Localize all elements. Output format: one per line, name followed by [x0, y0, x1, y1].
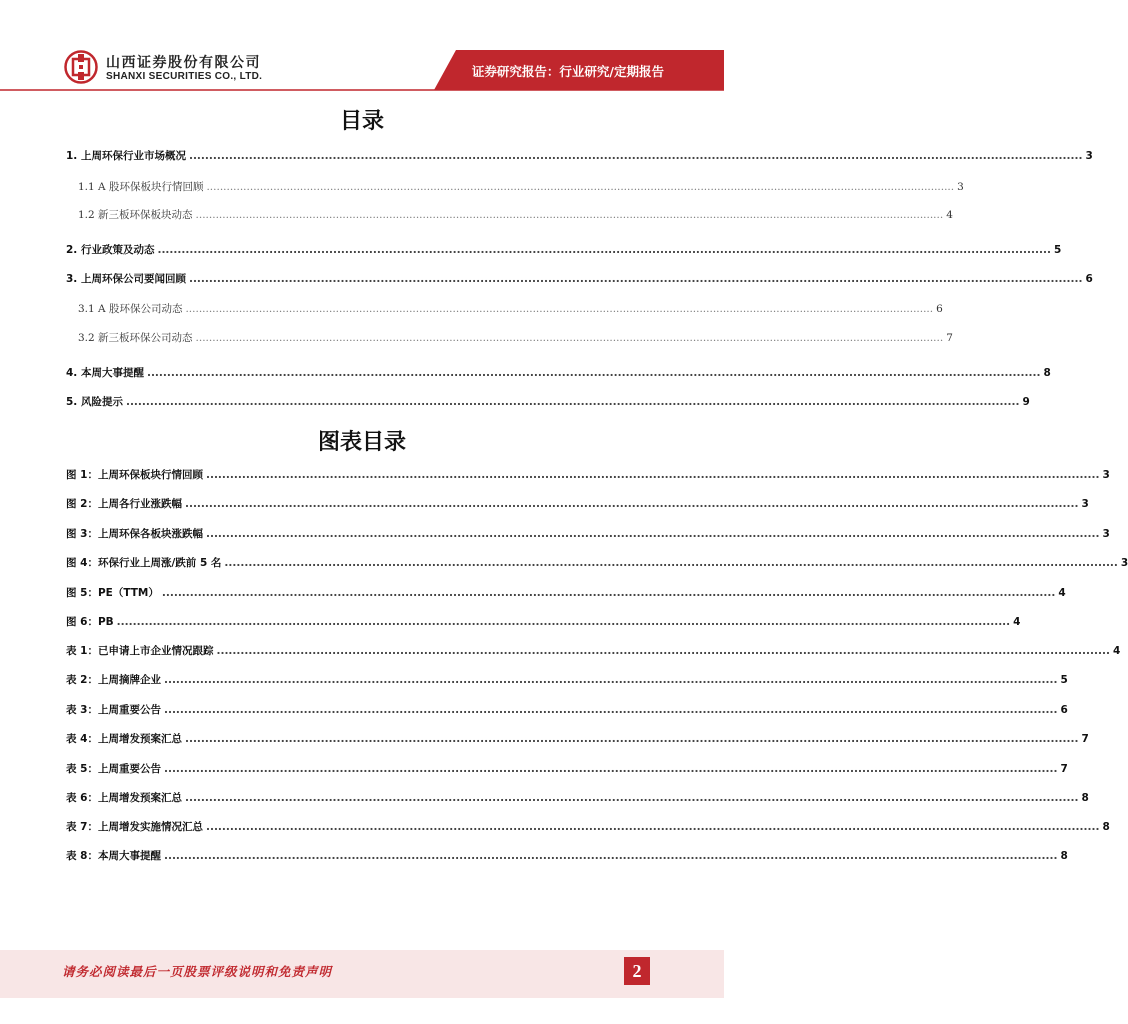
dot-leader: ................................................................................................................................................................................................................................ — [195, 332, 944, 344]
toc-entry-page: 8 — [1043, 367, 1051, 379]
figure-entry-page: 8 — [1060, 850, 1068, 862]
dot-leader: ................................................................................................................................................................................................................................ — [116, 616, 1011, 628]
toc-entry[interactable] — [66, 148, 1093, 164]
shanxi-securities-logo-icon — [64, 50, 98, 84]
figure-entry[interactable] — [66, 496, 1089, 512]
toc-entry[interactable] — [78, 330, 953, 346]
toc-entry-page: 5 — [1053, 244, 1062, 256]
figure-entry[interactable] — [66, 790, 1089, 806]
figure-entry-label: 图 3：上周环保各板块涨跌幅 — [66, 528, 203, 540]
dot-leader: ................................................................................................................................................................................................................................ — [146, 367, 1041, 379]
dot-leader: ................................................................................................................................................................................................................................ — [216, 645, 1110, 657]
dot-leader: ................................................................................................................................................................................................................................ — [188, 273, 1083, 285]
figure-entry[interactable] — [66, 702, 1068, 718]
company-name-cn: 山西证券股份有限公司 — [106, 55, 261, 71]
figure-entry-page: 5 — [1060, 674, 1068, 686]
figure-entry-label: 表 3：上周重要公告 — [66, 704, 161, 716]
figure-entry-label: 图 1：上周环保板块行情回顾 — [66, 469, 203, 481]
toc-entry[interactable] — [66, 365, 1051, 381]
dot-leader: ................................................................................................................................................................................................................................ — [163, 674, 1058, 686]
figure-entry[interactable] — [66, 672, 1068, 688]
figure-entry-page: 6 — [1060, 704, 1068, 716]
figure-entry-page: 3 — [1102, 528, 1110, 540]
figure-entry-page: 8 — [1081, 792, 1089, 804]
dot-leader: ................................................................................................................................................................................................................................ — [163, 763, 1058, 775]
figure-entry-label: 表 1：已申请上市企业情况跟踪 — [66, 645, 214, 657]
figure-entry-label: 表 4：上周增发预案汇总 — [66, 733, 182, 745]
company-name-en: SHANXI SECURITIES CO., LTD. — [106, 71, 263, 82]
figures-title: 图表目录 — [317, 430, 406, 455]
report-type: 证券研究报告：行业研究/定期报告 — [471, 64, 664, 79]
figure-entry-label: 表 6：上周增发预案汇总 — [66, 792, 182, 804]
dot-leader: ................................................................................................................................................................................................................................ — [205, 528, 1100, 540]
figure-entry-page: 7 — [1060, 763, 1068, 775]
toc-entry-label: 2. 行业政策及动态 — [66, 244, 155, 256]
figure-entry-label: 图 6：PB — [66, 616, 114, 628]
figure-entry-label: 图 4：环保行业上周涨/跌前 5 名 — [66, 557, 222, 569]
page-header — [0, 0, 724, 100]
dot-leader: ................................................................................................................................................................................................................................ — [224, 557, 1118, 569]
toc-entry-label: 3. 上周环保公司要闻回顾 — [66, 273, 186, 285]
figure-entry-page: 3 — [1102, 469, 1110, 481]
toc-entry-label: 1.1 A 股环保板块行情回顾 — [78, 181, 204, 193]
figure-entry[interactable] — [66, 761, 1068, 777]
figure-entry-label: 表 7：上周增发实施情况汇总 — [66, 821, 203, 833]
figure-entry-label: 图 2：上周各行业涨跌幅 — [66, 498, 182, 510]
figure-entry-page: 4 — [1058, 587, 1066, 599]
toc-entry-page: 7 — [946, 332, 953, 344]
toc-entry[interactable] — [78, 207, 953, 223]
figure-entry[interactable] — [66, 731, 1089, 747]
dot-leader: ................................................................................................................................................................................................................................ — [184, 733, 1079, 745]
toc-entry-page: 6 — [936, 303, 943, 315]
header-banner — [0, 0, 724, 100]
figure-entry[interactable] — [66, 585, 1066, 601]
figure-entry-page: 4 — [1013, 616, 1021, 628]
figure-entry-label: 表 8：本周大事提醒 — [66, 850, 161, 862]
dot-leader: ................................................................................................................................................................................................................................ — [206, 181, 955, 193]
toc-entry-page: 4 — [946, 209, 953, 221]
toc-entry-page: 6 — [1085, 273, 1093, 285]
dot-leader: ................................................................................................................................................................................................................................ — [163, 704, 1058, 716]
dot-leader: ................................................................................................................................................................................................................................ — [184, 792, 1079, 804]
figure-entry-label: 表 5：上周重要公告 — [66, 763, 161, 775]
dot-leader: ................................................................................................................................................................................................................................ — [188, 150, 1083, 162]
toc-entry-page: 3 — [1085, 150, 1093, 162]
toc-title: 目录 — [339, 109, 384, 134]
figure-entry[interactable] — [66, 526, 1110, 542]
dot-leader: ................................................................................................................................................................................................................................ — [157, 244, 1051, 256]
dot-leader: ................................................................................................................................................................................................................................ — [125, 396, 1020, 408]
footer-disclaimer: 请务必阅读最后一页股票评级说明和免责声明 — [62, 964, 333, 979]
page-number: 2 — [624, 957, 650, 985]
figure-entry[interactable] — [66, 643, 1121, 659]
toc-entry-label: 3.1 A 股环保公司动态 — [78, 303, 183, 315]
figure-entry[interactable] — [66, 467, 1110, 483]
figure-entry-page: 3 — [1081, 498, 1089, 510]
toc-entry[interactable] — [66, 394, 1030, 410]
toc-entry-page: 3 — [957, 181, 964, 193]
figure-entry[interactable] — [66, 555, 1128, 571]
figure-entry-page: 7 — [1081, 733, 1089, 745]
dot-leader: ................................................................................................................................................................................................................................ — [205, 821, 1100, 833]
dot-leader: ................................................................................................................................................................................................................................ — [163, 850, 1058, 862]
figure-entry-label: 表 2：上周摘牌企业 — [66, 674, 161, 686]
toc-entry-label: 1.2 新三板环保板块动态 — [78, 209, 193, 221]
figure-entry-page: 4 — [1112, 645, 1121, 657]
figure-entry[interactable] — [66, 614, 1021, 630]
figure-entry-page: 3 — [1120, 557, 1128, 569]
dot-leader: ................................................................................................................................................................................................................................ — [195, 209, 944, 221]
toc-entry-label: 5. 风险提示 — [66, 396, 123, 408]
toc-entry[interactable] — [66, 271, 1093, 287]
dot-leader: ................................................................................................................................................................................................................................ — [205, 469, 1100, 481]
toc-entry-label: 1. 上周环保行业市场概况 — [66, 150, 186, 162]
dot-leader: ................................................................................................................................................................................................................................ — [185, 303, 934, 315]
toc-entry[interactable] — [66, 242, 1062, 258]
toc-entry-label: 4. 本周大事提醒 — [66, 367, 144, 379]
figure-entry-page: 8 — [1102, 821, 1110, 833]
toc-entry[interactable] — [78, 301, 943, 317]
toc-entry[interactable] — [78, 179, 964, 195]
toc-entry-label: 3.2 新三板环保公司动态 — [78, 332, 193, 344]
dot-leader: ................................................................................................................................................................................................................................ — [184, 498, 1079, 510]
figure-entry[interactable] — [66, 848, 1068, 864]
toc-entry-page: 9 — [1022, 396, 1030, 408]
figure-entry[interactable] — [66, 819, 1110, 835]
dot-leader: ................................................................................................................................................................................................................................ — [161, 587, 1056, 599]
figure-entry-label: 图 5：PE（TTM） — [66, 587, 159, 599]
